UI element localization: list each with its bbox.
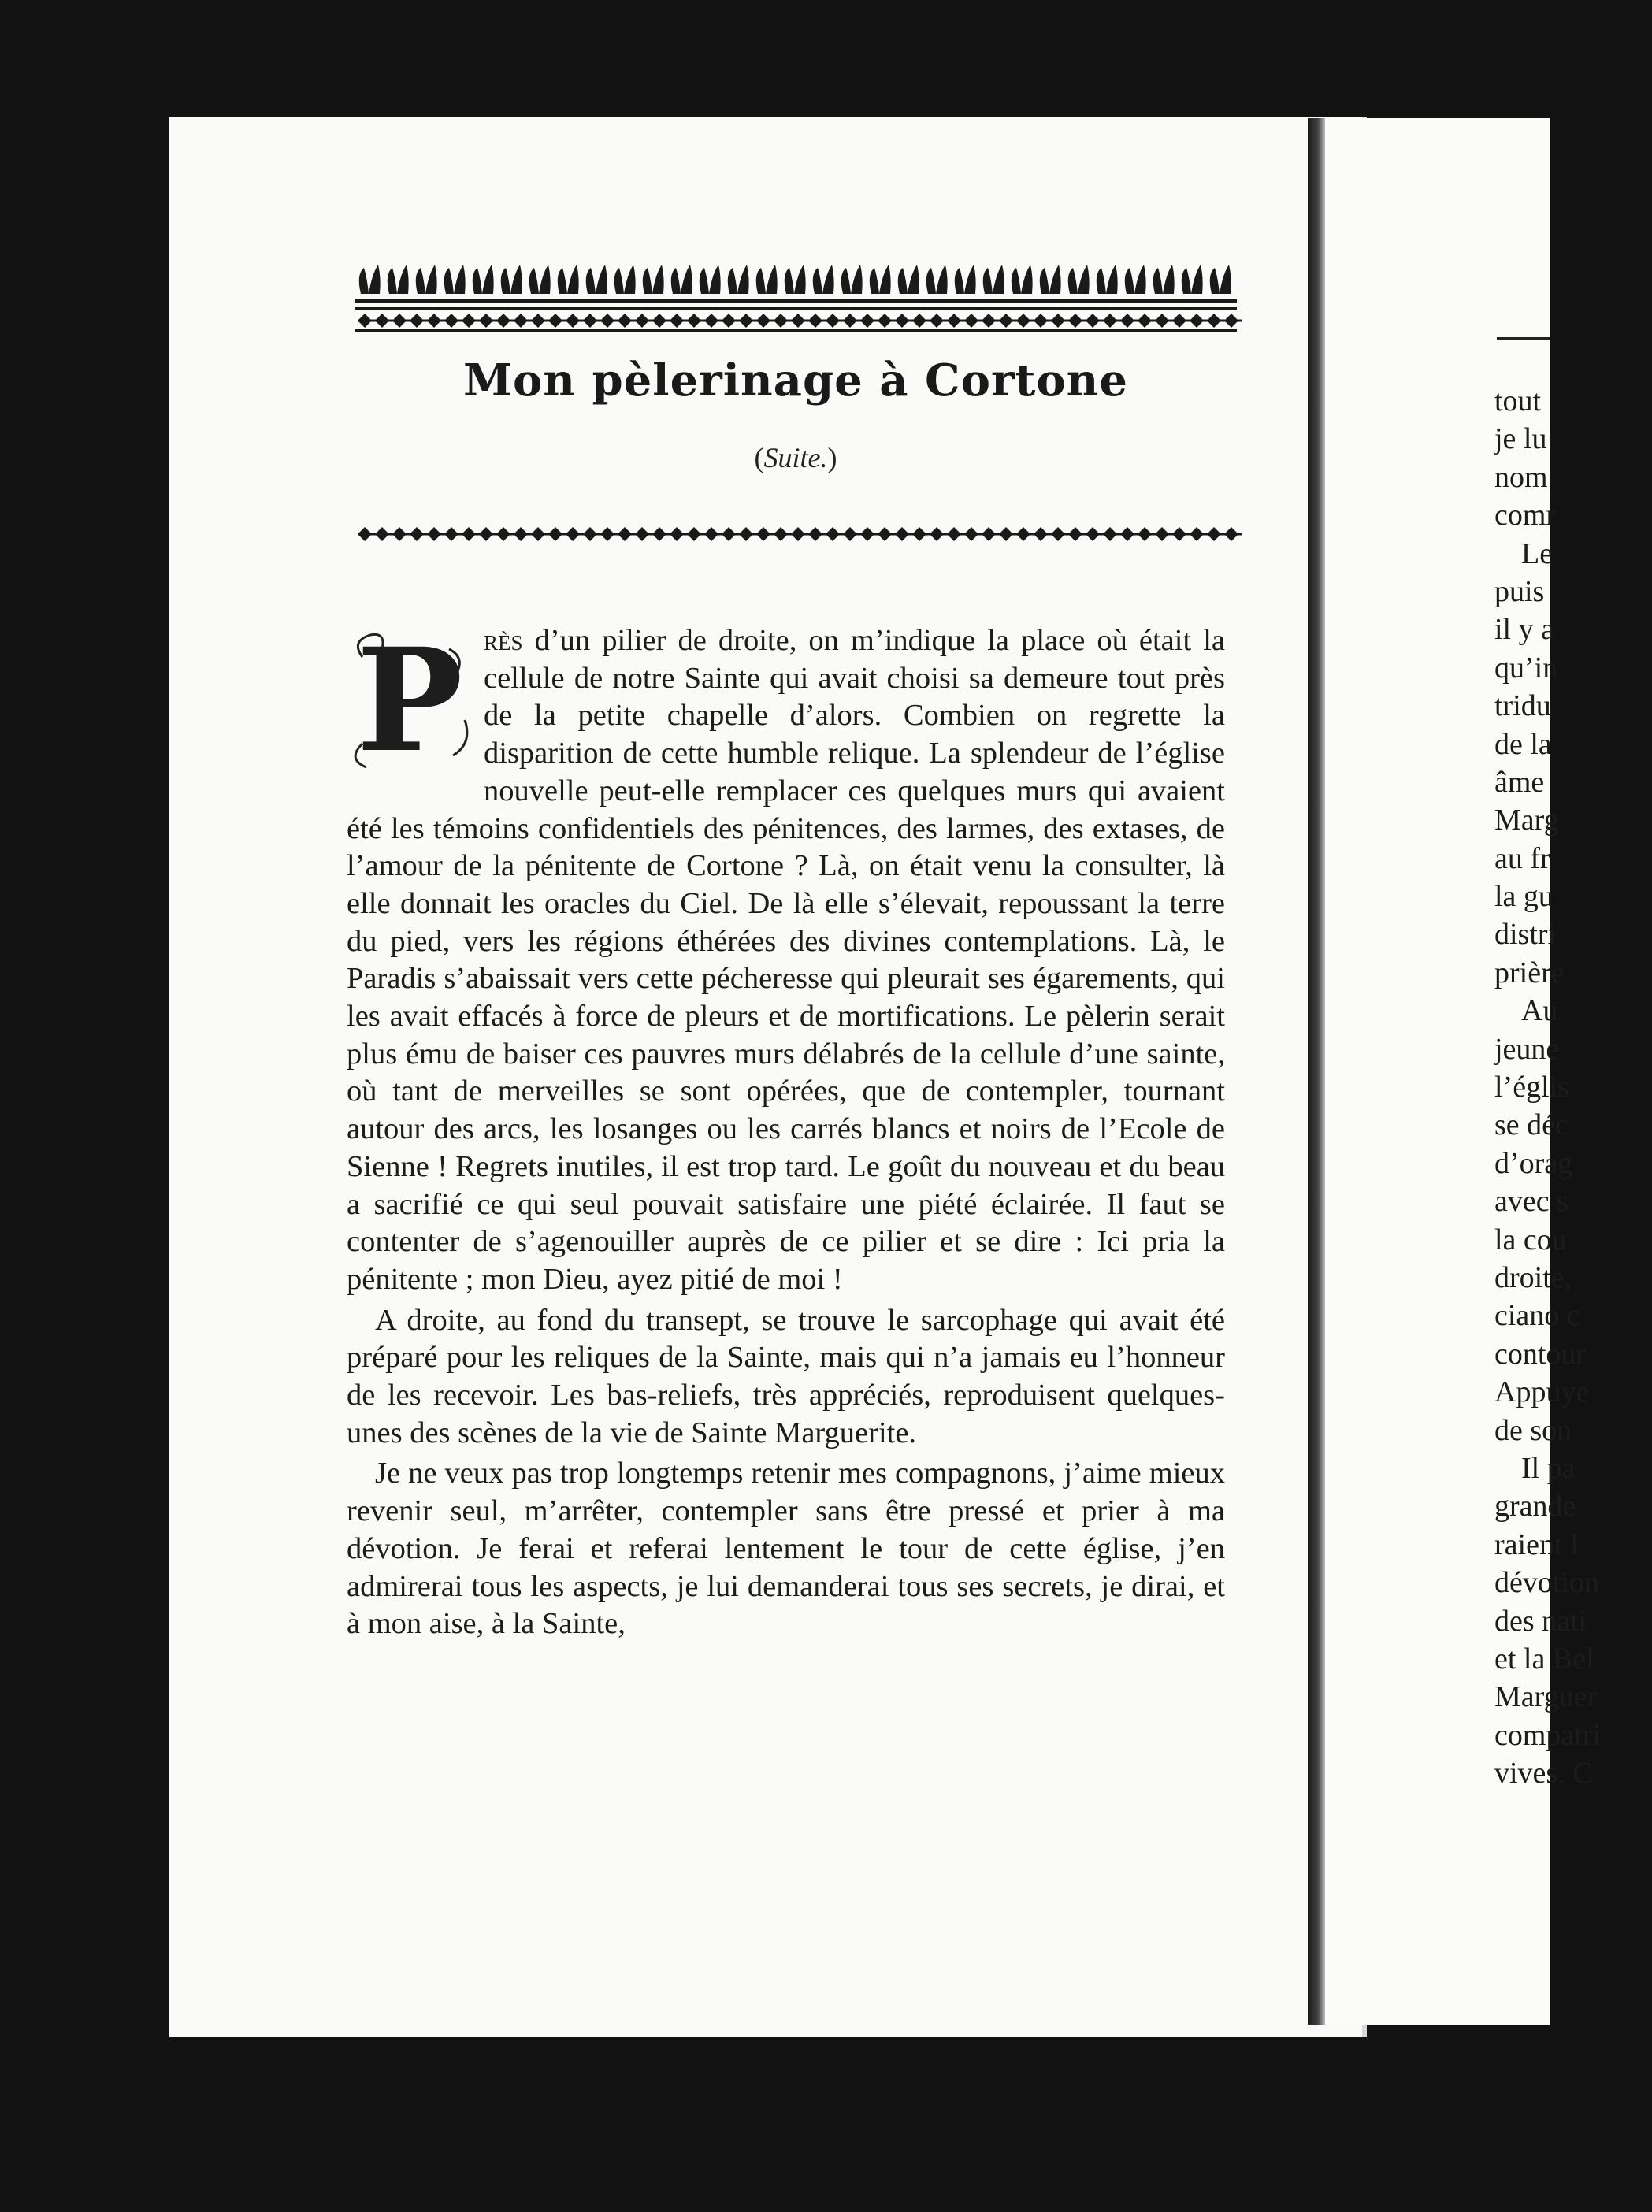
leaf-ornament-icon (614, 265, 636, 294)
right-page-line: il y a (1494, 613, 1554, 647)
right-page-line: Au (1521, 994, 1558, 1028)
leaf-ornament-icon (813, 265, 834, 294)
right-page-line: Il pa (1521, 1451, 1576, 1485)
leaf-ornament-icon (955, 265, 976, 294)
leaf-ornament-icon (1097, 265, 1118, 294)
leaf-ornament-icon (898, 265, 919, 294)
right-page-line: nom (1494, 460, 1548, 494)
top-ornament-band (355, 251, 1237, 337)
leaf-ornament-icon (1153, 265, 1175, 294)
right-page-line: de la (1494, 727, 1552, 761)
leaf-ornament-icon (416, 265, 437, 294)
right-page-line: des nati (1494, 1604, 1587, 1638)
leaf-ornament-icon (671, 265, 692, 294)
right-page-text (1494, 382, 1652, 1792)
leaf-ornament-icon (870, 265, 891, 294)
leaf-ornament-icon (841, 265, 863, 294)
right-page-rule (1497, 337, 1550, 340)
article-subtitle: (Suite.) (754, 442, 837, 473)
right-page-line: puis (1494, 574, 1545, 608)
subtitle-text: Suite. (763, 442, 828, 473)
right-page-line: compatri (1494, 1718, 1602, 1752)
leaf-ornament-icon (1040, 265, 1061, 294)
right-page-line: comr (1494, 499, 1557, 533)
right-page-line: se déc (1494, 1108, 1568, 1142)
right-page-line: grande (1494, 1490, 1576, 1524)
dropcap-letter: P (356, 618, 463, 784)
paragraph-1-text: d’un pilier de droite, on m’indique la place où était la cellule de notre Sainte qui avait choisi sa demeure tout près de la petite chapelle d’alors. Combien on regrette la disparition de cette humble relique. La splendeur de l’église nouvelle peut-elle remplacer ces quelques murs qui avaient été les témoins confidentiels des pénitences, des larmes, des extases, de l’amour de la pénitente de Cortone ? Là, on était venu la consulter, là elle donnait les oracles du Ciel. De là elle s’élevait, repoussant la terre du pied, vers les régions éthérées des divines contemplations. Là, le Paradis s’abaissait vers cette pécheresse qui pleurait ses égarements, qui les avait effacés à force de pleurs et de mortifications. Le pèlerin serait plus ému de baiser ces pauvres murs délabrés de la cellule d’une sainte, où tant de merveilles se sont opérées, que de contempler, tournant autour des arcs, les losanges ou les carrés blancs et noirs de l’Ecole de Sienne ! Regrets inutiles, il est trop tard. Le goût du nouveau et du beau a sacrifié ce qui seul pouvait satisfaire une piété éclairée. Il faut se contenter de s’agenouiller auprès de ce pilier et se dire : Ici pria la pénitente ; mon Dieu, ayez pitié de moi ! (347, 624, 1225, 1296)
right-page-line: au fr (1494, 841, 1550, 875)
right-page-line: qu’in (1494, 651, 1558, 685)
right-page-line: je lu (1494, 422, 1547, 456)
page-gutter-shadow (1308, 118, 1325, 2025)
leaf-ornament-icon (1068, 265, 1090, 294)
paragraph-3: Je ne veux pas trop longtemps retenir mes compagnons, j’aime mieux revenir seul, m’arrêter, contempler sans être pressé et prier à ma dévotion. Je ferai et referai lentement le tour de cette église, j’en admirerai tous les aspects, je lui demanderai tous ses secrets, je dirai, et à mon aise, à la Sainte, (347, 1457, 1225, 1641)
right-page-line: Le (1521, 536, 1554, 570)
right-page-line: Appuye (1494, 1375, 1590, 1409)
leaf-ornament-icon (1210, 265, 1231, 294)
leaf-ornament-icon (643, 265, 664, 294)
right-page-line: vives. C (1494, 1757, 1593, 1791)
leaf-ornament-icon (1012, 265, 1033, 294)
leaf-ornament-icon (529, 265, 551, 294)
leaf-ornament-icon (473, 265, 494, 294)
leaf-ornament-icon (558, 265, 579, 294)
right-page-line: la gu (1494, 880, 1554, 914)
right-page-line: tout (1494, 384, 1542, 418)
right-page-line: de son (1494, 1413, 1572, 1447)
leaf-ornament-icon (586, 265, 607, 294)
leaf-ornament-icon (983, 265, 1004, 294)
right-page-line: prière (1494, 956, 1565, 989)
leaf-ornament-icon (756, 265, 778, 294)
right-page-line: raient l (1494, 1527, 1579, 1561)
right-page-line: distri (1494, 918, 1557, 952)
leaf-ornament-icon (359, 265, 381, 294)
right-page-line: Marg (1494, 804, 1559, 837)
first-word: rès (484, 624, 523, 657)
leaf-ornament-icon (700, 265, 721, 294)
article-body (347, 618, 1225, 1643)
leaf-ornament-icon (785, 265, 806, 294)
article-title: Mon pèlerinage à Cortone (462, 354, 1129, 406)
right-page-line: et la Bel (1494, 1642, 1594, 1676)
right-page-line: Marguer (1494, 1680, 1598, 1714)
right-page-line: l’églis (1494, 1071, 1569, 1104)
right-page-line: contour (1494, 1337, 1587, 1371)
right-page-line: jeune (1494, 1032, 1560, 1066)
right-page-line: d’orag (1494, 1146, 1573, 1180)
leaf-ornament-icon (1182, 265, 1203, 294)
right-page-line: la cou (1494, 1223, 1567, 1256)
leaf-ornament-icon (444, 265, 466, 294)
leaf-ornament-icon (388, 265, 409, 294)
leaf-ornament-icon (501, 265, 522, 294)
right-page-line: tridu (1494, 689, 1551, 723)
paragraph-2: A droite, au fond du transept, se trouve le sarcophage qui avait été préparé pour les reliques de la Sainte, mais qui n’a jamais eu l’honneur de les recevoir. Les bas-reliefs, très appréciés, reproduisent quelques-unes des scènes de la vie de Sainte Marguerite. (347, 1303, 1225, 1449)
leaf-ornament-icon (728, 265, 749, 294)
right-page-line: âme (1494, 765, 1545, 799)
right-page-line: droite, (1494, 1260, 1572, 1294)
ornate-dropcap (347, 618, 473, 784)
leaf-ornament-icon (926, 265, 948, 294)
paragraph-1 (347, 618, 1225, 1299)
middle-ornament-band (355, 524, 1237, 544)
right-page-line: avec s (1494, 1185, 1568, 1219)
leaf-ornament-icon (1125, 265, 1146, 294)
right-page-line: dévotion (1494, 1566, 1599, 1600)
right-page-line: ciano c (1494, 1299, 1580, 1333)
